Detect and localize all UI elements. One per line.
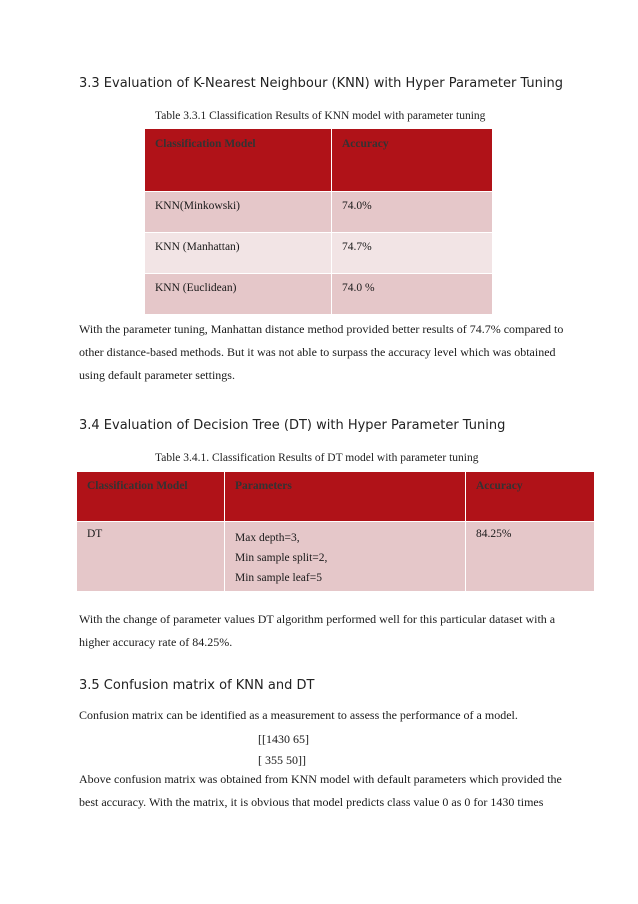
table-row	[77, 522, 595, 592]
matrix-row: [ 355 50]]	[258, 753, 306, 767]
paragraph-line: With the parameter tuning, Manhattan distance method provided better results of 74.7% compared to	[79, 322, 564, 336]
paragraph-line: using default parameter settings.	[79, 368, 235, 382]
row-parameters	[225, 522, 465, 588]
row-accuracy: 74.0%	[342, 200, 372, 212]
parameter-line: Max depth=3,	[235, 532, 300, 544]
header-parameters: Parameters	[235, 480, 292, 492]
parameter-line: Min sample split=2,	[235, 552, 328, 564]
table-header-row	[145, 129, 493, 192]
paragraph-line: higher accuracy rate of 84.25%.	[79, 635, 233, 649]
paragraph-line: Above confusion matrix was obtained from KNN model with default parameters which provided the	[79, 772, 562, 786]
table-row	[145, 192, 493, 233]
paragraph-line: With the change of parameter values DT algorithm performed well for this particular dataset with a	[79, 612, 556, 626]
row-model: KNN (Manhattan)	[155, 241, 240, 253]
row-model: KNN (Euclidean)	[155, 282, 237, 294]
paragraph-line: other distance-based methods. But it was not able to surpass the accuracy level which was obtained	[79, 345, 556, 359]
parameter-line: Min sample leaf=5	[235, 572, 322, 584]
section-3-5-paragraph	[79, 768, 564, 814]
paragraph-line: best accuracy. With the matrix, it is obvious that model predicts class value 0 as 0 for 1430 times	[79, 795, 544, 809]
knn-results-table	[144, 128, 493, 315]
row-model: DT	[87, 528, 103, 540]
table-3-3-1-caption: Table 3.3.1 Classification Results of KNN model with parameter tuning	[155, 110, 486, 122]
section-3-4-paragraph	[79, 608, 564, 654]
row-accuracy: 74.7%	[342, 241, 372, 253]
section-3-3-paragraph	[79, 318, 564, 387]
table-row	[145, 233, 493, 274]
section-3-4-heading: 3.4 Evaluation of Decision Tree (DT) with Hyper Parameter Tuning	[79, 418, 506, 433]
table-row	[145, 274, 493, 315]
dt-results-table	[76, 471, 595, 592]
confusion-matrix	[258, 729, 309, 771]
section-3-5-intro: Confusion matrix can be identified as a measurement to assess the performance of a model.	[79, 708, 518, 722]
table-header-row	[77, 472, 595, 522]
section-3-5-heading: 3.5 Confusion matrix of KNN and DT	[79, 678, 315, 693]
section-3-3-heading: 3.3 Evaluation of K-Nearest Neighbour (KNN) with Hyper Parameter Tuning	[79, 76, 564, 91]
matrix-row: [[1430 65]	[258, 732, 309, 746]
header-classification-model: Classification Model	[155, 138, 256, 150]
table-3-4-1-caption: Table 3.4.1. Classification Results of DT model with parameter tuning	[155, 452, 479, 464]
header-accuracy: Accuracy	[342, 138, 389, 150]
row-model: KNN(Minkowski)	[155, 200, 240, 212]
row-accuracy: 84.25%	[476, 528, 512, 540]
header-classification-model: Classification Model	[87, 480, 188, 492]
row-accuracy: 74.0 %	[342, 282, 375, 294]
header-accuracy: Accuracy	[476, 480, 523, 492]
